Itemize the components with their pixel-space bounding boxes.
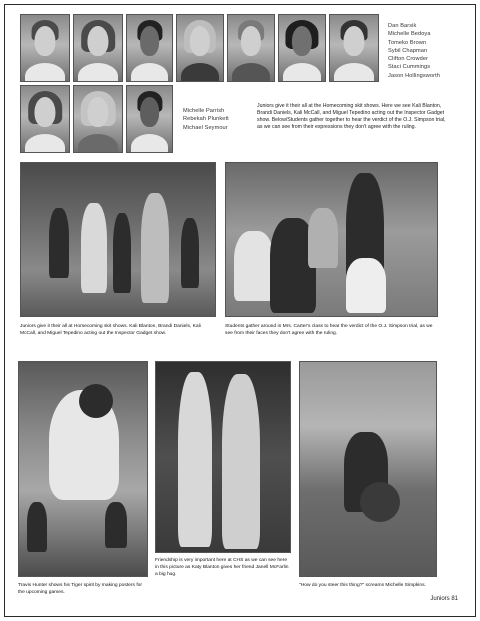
portrait-name: Sybil Chapman — [388, 47, 428, 54]
travis-photo — [18, 361, 148, 577]
portrait-name: Michelle Bedoya — [388, 31, 431, 38]
portrait-photo — [126, 85, 173, 153]
portrait-names-right — [388, 22, 440, 80]
friendship-photo — [155, 361, 291, 553]
portrait-photo — [176, 14, 224, 82]
portrait-photo — [227, 14, 275, 82]
portrait-name: Michelle Parrish — [183, 108, 225, 114]
portrait-name: Dan Barsik — [388, 23, 417, 29]
portrait-photo — [20, 85, 70, 153]
portrait-name: Michael Seymour — [183, 124, 228, 131]
portrait-names-middle — [183, 107, 229, 132]
portrait-photo — [329, 14, 379, 82]
caption-verdict: Students gather around in Mrs. Carter's class to hear the verdict of the O.J. Simpson trial, as we see from their faces they don't agree with the ruling. — [225, 324, 433, 337]
portrait-name: Clifton Crowder — [388, 56, 429, 63]
verdict-photo — [225, 162, 438, 317]
steer-photo — [299, 361, 437, 577]
caption-friendship: Friendship is very important here at CHS as we can see here in this picture as Katy Blanton gives her friend Janell McFarlin a big hug. — [155, 558, 289, 578]
caption-skit: Juniors give it their all at Homecoming skit shows. Kali Blanton, Brandi Daniels, Kali McCall, and Miguel Tepedino acting out the Inspector Gadget show. — [20, 324, 201, 337]
portrait-photo — [278, 14, 326, 82]
page-folio: Juniors 81 — [430, 596, 458, 602]
portrait-name: Rebekah Plunkett — [183, 116, 229, 123]
portrait-photo — [20, 14, 70, 82]
caption-travis: Travis Hunter shows his Tiger spirit by making posters for the upcoming games. — [18, 583, 143, 596]
skit-photo — [20, 162, 216, 317]
portrait-name: Tomeko Brown — [388, 39, 427, 46]
portrait-name: Jason Hollingsworth — [388, 72, 440, 79]
intro-text: Juniors give it their all at the Homecoming skit shows. Here we see Kali Blanton, Brandi Daniels, Kali McCall, and Miguel Tepedino acting out the Inspector Gadget show. Below/Students gather together to hear the verdict of the O.J. Simpson trial, as we can see from their expressions they don't agree with the ruling. — [257, 103, 446, 130]
portrait-photo — [73, 14, 123, 82]
portrait-photo — [126, 14, 173, 82]
portrait-photo — [73, 85, 123, 153]
caption-steer: "How do you steer this thing?" screams Michelle Simpkins. — [299, 583, 426, 588]
portrait-name: Staci Cummings — [388, 64, 431, 71]
